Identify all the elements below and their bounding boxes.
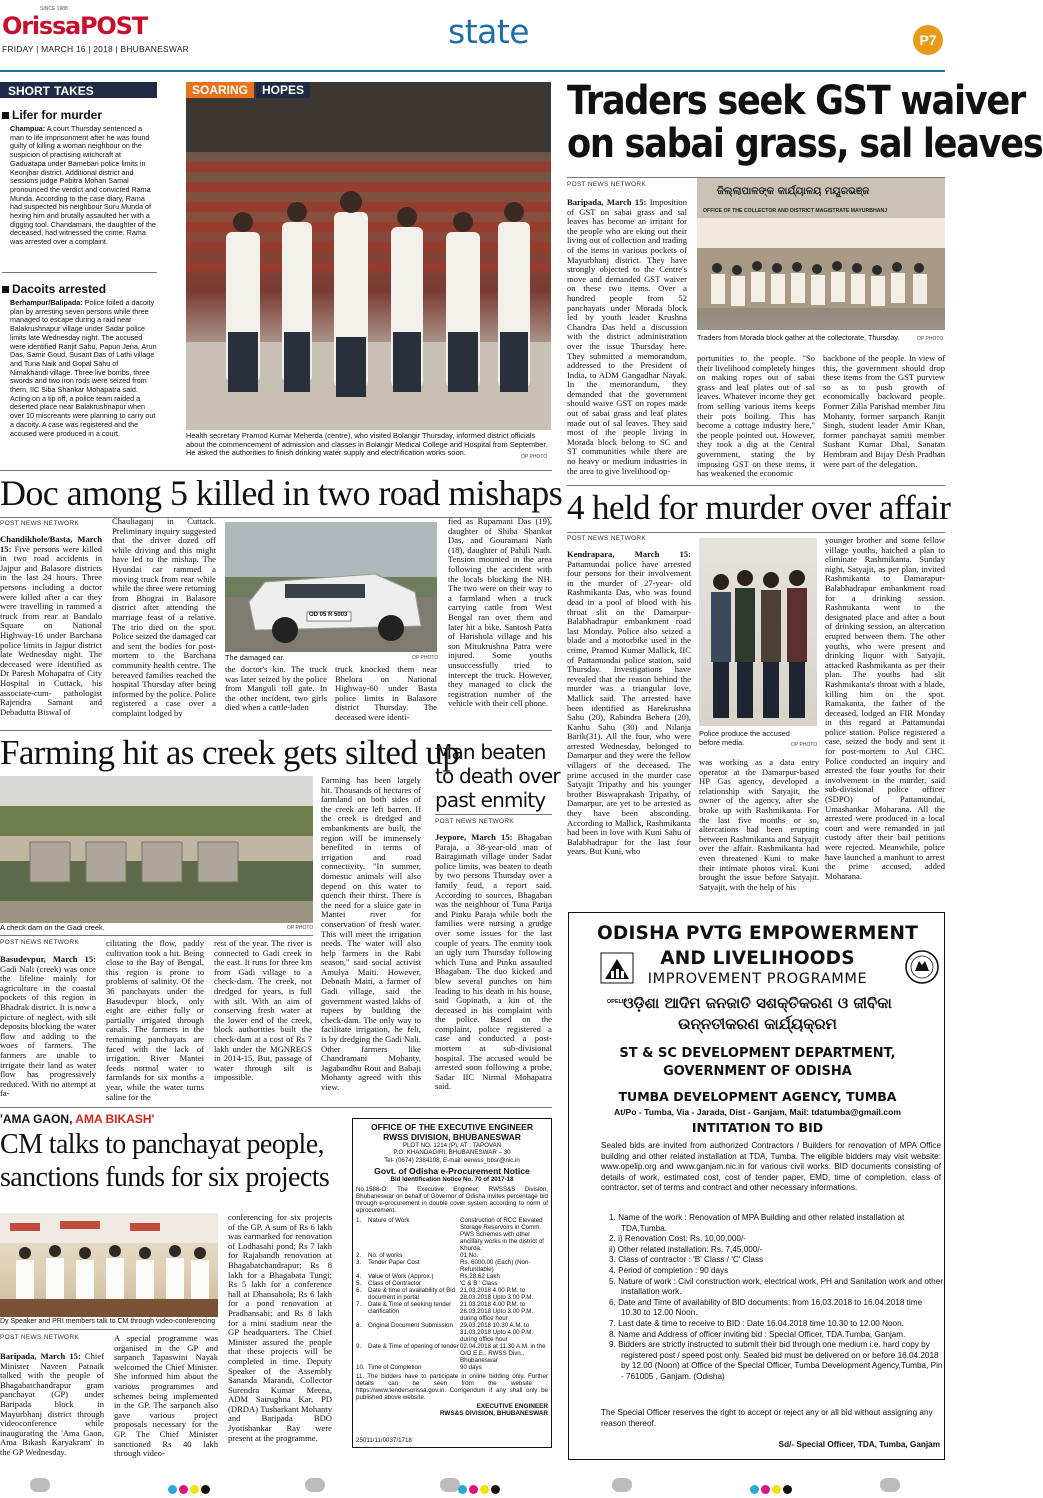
- color-bar: [750, 1479, 794, 1498]
- photo-caption: The damaged car.: [225, 653, 285, 662]
- photo-scene: [186, 82, 551, 430]
- cm-story: [0, 1110, 340, 1460]
- tda-item: 4. Period of completion : 90 days: [609, 1265, 729, 1275]
- beaten-headline[interactable]: Man beaten to death over past enmity: [435, 740, 560, 812]
- tender-cell: 29.03.2018 10.30 A.M. to 31.03.2018 Upto 4.00 P.M. during office hour: [460, 1321, 534, 1343]
- photo-accused[interactable]: [699, 538, 817, 726]
- byline: POST NEWS NETWORK: [0, 520, 80, 527]
- photo-scene: [699, 538, 817, 726]
- registration-mark-icon: [305, 1478, 325, 1492]
- cm-col-1: Baripada, March 15: Chief Minister Naveen Patnaik talked with the people of Bhagabatchandrapur gram panchayat (GP) under Baripada block in Mayurbhanj district through videoconference while inaugurating the 'Ama Gaon, Ama Bikash Karyakram' in the GP Wednesday.: [0, 1351, 104, 1457]
- tda-odia-title: ଓଡ଼ିଶା ଆଦିମ ଜନଜାତି ସଶକ୍ତିକରଣ ଓ ଜୀବିକା ଉନ୍ନତୀକରଣ କାର୍ଯ୍ୟକ୍ରମ: [623, 994, 892, 1033]
- tender-cell: No. of works: [368, 1251, 403, 1259]
- registration-mark-icon: [440, 1478, 460, 1492]
- sign-english: OFFICE OF THE COLLECTOR AND DISTRICT MAGISTRATE MAYURBHANJ: [703, 208, 888, 214]
- tender-cell: Time of Completion: [368, 1363, 422, 1371]
- beaten-story: [435, 740, 560, 1110]
- tda-item: 2. i) Renovation Cost: Rs. 10,00,000/-: [609, 1234, 746, 1244]
- gst-col-1: Baripada, March 15: Imposition of GST on sabai grass and sal leaves has become an irritant for the people who are eking out their living out of collection and trading of the items in various pockets of Mayurbhanj district. They have strongly objected to the Centre's move and demanded GST waiver on these two items. Over a hundred people from 52 panchayats under Morada block led by youth leader Krushna Chandra Das held a discussion with the district administration over the issue Thursday here. They submitted a memorandum, addressed to the President of India, to ADM Gangadhar Nayak. In the memorandum, they demanded that the government should waive GST on ropes made out of sabai grass and leaf plates made out of sal leaves. They said most of the people living in Morada block belong to SC and ST communities while there are no heavy or medium industries in the area to give livelihood op-: [567, 197, 687, 476]
- tender-cell: 21.03.2018 4.00 P.M. to 28.03.2018 Upto 3.00 P.M.: [460, 1286, 534, 1301]
- tda-item: 8. Name and Address of officer inviting bid : Special Officer, TDA.Tumba, Ganjam.: [609, 1329, 906, 1339]
- tender-row: [356, 1217, 548, 1252]
- tender-cell: 1.: [356, 1216, 362, 1224]
- number-plate: OD 05 R 5003: [309, 612, 348, 618]
- tender-notice-title: Govt. of Odisha e-Procurement Notice: [374, 1166, 530, 1177]
- tender-row: [356, 1301, 548, 1322]
- photo-credit: OP PHOTO: [521, 454, 548, 460]
- tender-cell: Rs.28.62 Lakh: [460, 1272, 500, 1280]
- section-name[interactable]: state: [448, 12, 530, 51]
- divider: [435, 814, 552, 815]
- short-takes-label-a: SHORT: [8, 84, 50, 98]
- sign-odia: ଜିଲ୍ଲାପାଳଙ୍କ କାର୍ଯ୍ୟାଳୟ ମୟୂରଭଞ୍ଜ: [717, 186, 870, 197]
- farming-headline[interactable]: Farming hit as creek gets silted up: [0, 733, 460, 772]
- short-takes-label-b: TAKES: [54, 84, 94, 98]
- page-number: P7: [913, 25, 943, 55]
- registration-mark-icon: [30, 1478, 50, 1492]
- tender-office: OFFICE OF THE EXECUTIVE ENGINEER: [371, 1122, 533, 1132]
- divider: [0, 1329, 218, 1330]
- tender-row: [356, 1280, 548, 1287]
- tender-table: [356, 1217, 548, 1371]
- tda-item: 6. Date and Time of availability of BID documents: from 16.03.2018 to 16.04.2018 time 10.30 to 12.00 Noon.: [609, 1297, 923, 1318]
- short-takes: [0, 82, 157, 462]
- short-take-lead: Champua:: [10, 124, 46, 133]
- short-take-head[interactable]: Dacoits arrested: [12, 282, 107, 296]
- tender-row: [356, 1287, 548, 1301]
- tda-item: 3. Class of contractor : 'B' Class / 'C' Class: [609, 1255, 764, 1265]
- tender-po: P.O: KHANDAGIRI, BHUBANESWAR – 30: [393, 1149, 511, 1157]
- byline: POST NEWS NETWORK: [567, 535, 647, 542]
- murder-col-2: was working as a data entry operator at the Damarpur-based HP Gas agency, developed a relationship with Satyajit, the owner of the agency, after she broke up with Rashmikanta. For the last five months or so, altercations had been erupting between Rashmikanta and Satyajit over the affair. Rashmikanta had even threatened Kuni to make their intimate photos viral. Kuni brought the issue before Satyajit. Satyajit, with the help of his: [699, 757, 819, 892]
- tender-cell: 01 No.: [460, 1251, 479, 1259]
- registration-mark-icon: [612, 1478, 632, 1492]
- murder-headline[interactable]: 4 held for murder over affair: [567, 488, 951, 527]
- photo-hospital-visit[interactable]: [186, 82, 551, 430]
- doc-col-5: fied as Rupamani Das (19), daughter of Shiba Shankar Das, and Gouramani Nath (18), daughter of Pahili Nath. Tension mounted in the area following the accident with the locals blocking the NH. The two were on their way to a farmland when a truck carrying cattle from West Bengal ran over them and later hit a bike. Santosh Patra of Harishola village and his son Mitukrushna Patra were injured. Some youths unsuccessfully tried to intercept the truck. However, they managed to click the registration number of the vehicle with their cell phone.: [448, 516, 552, 709]
- tender-note: 11. The bidders have to participate in online bidding only. Further details can be seen from the website : https://www.tendersorissa.gov.in. Corrigendum if any shall only be published above website.: [356, 1372, 548, 1401]
- divider: [2, 272, 157, 273]
- tda-agency: TUMBA DEVELOPMENT AGENCY, TUMBA: [618, 1089, 897, 1104]
- tda-item: 1. Name of the work : Renovation of MPA Building and other related installation at TDA,Tumba.: [609, 1213, 905, 1233]
- tender-cell: 5.: [356, 1279, 362, 1287]
- tender-cell: Class of Contractor: [368, 1279, 421, 1287]
- farming-story: [0, 733, 460, 1103]
- tender-division: RWSS DIVISION, BHUBANESWAR: [383, 1132, 521, 1142]
- photo-caption: Dy Speaker and PRI members talk to CM through video-conferencing: [0, 1318, 216, 1325]
- photo-collectorate[interactable]: [697, 178, 945, 330]
- brand-small: SINCE 1988: [40, 6, 68, 12]
- tender-row: [356, 1364, 548, 1371]
- tender-cell: 4.: [356, 1272, 362, 1280]
- short-take-head[interactable]: Lifer for murder: [12, 108, 103, 122]
- tda-ad: [568, 912, 945, 1460]
- tender-cell: 10.: [356, 1363, 365, 1371]
- tender-cell: Date & Time of seeking tender clarification: [368, 1300, 452, 1315]
- tda-invite: INTITATION TO BID: [691, 1120, 824, 1135]
- tender-contact: Tel- (0674) 2384108, E-mail: eerwss_bbsr@nic.in: [384, 1156, 520, 1164]
- photo-caption: A check dam on the Gadi creek.: [0, 923, 105, 932]
- brand-logo[interactable]: OrissaPOST: [2, 12, 147, 40]
- photo-tag-soaring: SOARING: [186, 82, 254, 98]
- photo-credit: OP PHOTO: [917, 336, 944, 342]
- photo-credit: OP PHOTO: [287, 925, 314, 931]
- byline: POST NEWS NETWORK: [0, 1334, 80, 1341]
- murder-col-3: younger brother and some fellow village youths, hatched a plan to eliminate Rashmikanta. Sunday night, Satyajit, as per plan, invited Rashmikanta to Damarapur-Balabhadrapur embankment road for a drinking session. Rashmikanta went to the designated place and after a bout of drinking session, an altercation erupted between them. The other youths, who were present and drinking liquor with Satyajit, attacked Rashmikanta as per their plan. The youths had slit Rashmikanta's throat with a blade, killing him on the spot. Ramakanta, the father of the deceased, lodged an FIR Monday in this regard at Pattamundai police station. Police registered a case, seized the body and sent it for post-mortem to Aul CHC. Police conducted an inquiry and arrested the four youths for their involvement in the murder, said sub-divisional police officer (SDPO) of Pattamundai, Umashankar Moharana. All the arrested were produced in a local court and were remanded in jail custody after their bail petitions were rejected. Meanwhile, police have launched a manhunt to arrest the prime accused, added Moharana.: [825, 535, 945, 881]
- photo-caption: Health secretary Pramod Kumar Meherda (centre), who visited Bolangir Thursday, informed district officials about the commencement of admission and classes in Bolangir Medical College and Hospital from September. He asked the authorities to finish drinking water supply and electrification works soon.: [186, 431, 548, 458]
- photo-credit: OP PHOTO: [791, 742, 818, 748]
- photo-credit: OP PHOTO: [412, 655, 439, 661]
- tender-ad: [352, 1118, 552, 1448]
- doc-col-4: truck knocked them near Bhelora on National Highway-60 under Basta police limits in Balasore district Thursday. The deceased were identi-: [335, 664, 437, 722]
- cm-headline[interactable]: CM talks to panchayat people, sanctions funds for six projects: [0, 1129, 330, 1193]
- color-bar: [168, 1479, 212, 1498]
- registration-mark-icon: [880, 1478, 900, 1492]
- bullet-square-icon: [2, 112, 9, 119]
- short-take-item: [2, 108, 157, 247]
- tda-title: ODISHA PVTG EMPOWERMENT AND LIVELIHOODS: [596, 923, 919, 969]
- opelip-text: OPELIP: [606, 999, 628, 1005]
- divider: [567, 485, 945, 486]
- tender-row: [356, 1322, 548, 1343]
- tender-cell: Rs. 6000.00 (Each) (Non-Refundable): [460, 1258, 531, 1273]
- tender-intro: No.1588-O: The Executive Engineer, RWSS&S Division, Bhubaneswar on behalf of Governor of Odisha invites percentage bid through e-procurement in double cover system according to norm of eprocurement.: [356, 1185, 548, 1214]
- tda-dept: ST & SC DEVELOPMENT DEPARTMENT, GOVERNMENT OF ODISHA: [619, 1046, 896, 1079]
- tender-row: [356, 1273, 548, 1280]
- tender-sign-1: EXECUTIVE ENGINEER: [476, 1402, 548, 1410]
- soaring-hopes: [186, 82, 551, 462]
- tender-cell: Construction of RCC Elevated Storage Reservoirs in Comm. PWS Schemes with other ancillary works in the district of Khurda.: [460, 1216, 544, 1252]
- doc-story: [0, 472, 563, 727]
- tender-cell: 3.: [356, 1258, 362, 1266]
- tender-cell: Original Document Submission: [368, 1321, 453, 1329]
- tda-programme: IMPROVEMENT PROGRAMME: [647, 971, 868, 987]
- tda-sign: Sd/- Special Officer, TDA, Tumba, Ganjam: [778, 1440, 940, 1449]
- tender-cell: Tender Paper Cost: [368, 1258, 420, 1266]
- divider: [567, 532, 945, 533]
- tender-cell: 21.03.2018 4.00 P.M. to 26.03.2018 Upto 3.00 P.M. during office hour: [460, 1300, 534, 1322]
- cm-col-3: conferencing for six projects of the GP. A sum of Rs 6 lakh was earmarked for renovation of Lodhasahi pond; Rs 7 lakh for Rajabandh renovation at Bhagabatchandrapur; Rs 8 lakh for a Bhagabata Tungi; Rs 5 lakh for a conference hall at Dhansahola; Rs 6 lakh for a pond renovation at Pradhansahi; and Rs 8 lakh for a mini stadium near the GP headquarters. The Chief Minister assured the people that these projects will be completed in time. Deputy Speaker of the Assembly Sananda Marandi, Collector Surendra Kumar Meena, ADM Satrughna Kar, PD (DRDA) Tusharkant Mohanty and Baripada BDO Jyotishankar Ray were present at the programme.: [228, 1212, 332, 1443]
- short-take-text: Police foiled a dacoity plan by arresting seven persons while three managed to escape during a raid near Balakrushnapur village under Sadar police limits late Wednesday night. The accused were identified Ranjit Sahu, Papun Jena, Arun Das, Samir Goud, Susant Das of Lathi village and Tuna Naik and Gopal Sahu of Nimakhandi village. Three live bombs, three swords and two iron rods were seized from them, IIC Siba Shankar Mohapatra said. Acting on a tip off, a police team raided a deserted place near Balakrushnapur when over 10 miscreants were planning to carry out a dacoity. A case was registered and the accused were produced in a court.: [10, 298, 157, 438]
- farming-col-2: cilitating the flow, paddy cultivation took a hit. Being close to the Bay of Bengal, this region is prone to problems of salinity. Of the 36 panchayats under the Basudevpur block, only eight are either fully or partially irrigated through canals. The farmers in the remaining panchayats are faced with the lack of irrigation. River Mantei feeds normal water to farmlands for six months a year, while the water turns saline for the: [106, 938, 204, 1102]
- tda-items: [609, 1213, 943, 1383]
- short-take-lead: Berhampur/Balipada:: [10, 298, 83, 307]
- tender-cell: 6.: [356, 1286, 362, 1294]
- short-take-item: [2, 282, 157, 438]
- tender-plot: PLOT NO. 1214 (P), AT : TAPOVAN: [402, 1142, 502, 1149]
- cm-kicker: 'AMA GAON, AMA BIKASH': [0, 1112, 155, 1126]
- photo-scene: [697, 178, 945, 330]
- color-bar: [458, 1479, 502, 1498]
- doc-col-3: the doctor's kin. The truck was later seized by the police from Manguli toll gate. In the other incident, two girls died when a cattle-laden: [225, 664, 327, 713]
- farming-col-3: rest of the year. The river is connected to Gadi creek in the east. It runs for three km from Gadi village to a check-dam. The creek, not dredged for years, is full with silt. With an aim of conserving fresh water at the lower end of the creek, block authorities built the check-dam at a cost of Rs 7 lakh under the MGNREGS in 2014-15. But, passage of water through silt is impossible.: [214, 938, 312, 1083]
- tda-item: 9. Bidders are strictly instructed to submit their bid through one medium i.e. hard copy by registered post / speed post only. Sealed bid must be delivered on or before 16.04.2018 by 12.00 (Noon) at Office of the Special Officer, Tumba Development Agency,Tumba, Pin - 761005 , Ganjam. (Odisha): [609, 1340, 943, 1381]
- tender-ref: 25011/11/0037/1718: [356, 1437, 412, 1444]
- doc-col-1: Chandikhole/Basta, March 15: Five persons were killed in two road accidents in Jajpur and Balasore districts in the last 24 hours. Three persons including a doctor were killed after a car they were travelling in rammed a truck from rear at Bandalo Square on National Highway-16 under Barchana police limits in Jajpur district late Wednesday night. The deceased were identified as Dr Paresh Mohapatra of City Hospital in Cuttack, his associate-cum- pathologist Rajendra Samant and Debadutta Biswal of: [0, 534, 102, 717]
- tender-bid-id: Bid Identification Notice No. 70 of 2017-18: [390, 1176, 514, 1184]
- tender-cell: 02.04.2018 at 11.30 A.M. in the O/O E.E., RWSS Divn., Bhubaneswar: [460, 1342, 546, 1364]
- gst-story: [567, 78, 1043, 480]
- divider: [0, 470, 552, 471]
- byline: POST NEWS NETWORK: [567, 181, 647, 188]
- photo-video-conference[interactable]: [0, 1213, 218, 1317]
- beaten-text: Jeypore, March 15: Bhagaban Paraja, a 38-year-old man of Bairagimath village under Sadar police limits, was beaten to death by two persons Thursday over a family feud, a report said. According to sources, Bhagaban was the neighbour of Tuna Parija and Pinku Paraja while both the families were nursing a grudge over some issues for the last couple of years. The enmity took an ugly turn Thursday following which Tuna and Pinku assaulted Bhagaban. The duo kicked and blew several punches on him leading to his death in his house, said Gopinath, a kin of the deceased in his complaint with the police. Based on the complaint, police registered a case and conducted a post-mortem at sub-divisional hospital. The accused would be arrested soon following a probe, Sadar IIC Nirmal Mohapatra said.: [435, 832, 552, 1092]
- photo-caption: Traders from Morada block gather at the collectorate, Thursday.: [697, 333, 900, 342]
- tender-cell: Nature of Work: [368, 1216, 410, 1224]
- tda-item: 7. Last date & time to receive to BID : Date 16.04.2018 time 10.30 to 12.00 Noon.: [609, 1318, 904, 1328]
- gst-col-2: portunities to the people. "So their livelihood completely hinges on making ropes out of sabai grass and leaf plates out of sal leaves. Whatever income they get from selling various items keeps their pots boiling. This has become a cottage industry here," the people pointed out. However, they took a dig at the Central government, stating the by imposing GST on these items, it has weakened the economic: [697, 353, 815, 479]
- photo-damaged-car[interactable]: [225, 522, 437, 652]
- tda-address: At/Po - Tumba, Via - Jarada, Dist - Ganjam, Mail: tdatumba@gmail.com: [614, 1107, 901, 1117]
- tender-cell: 90 days: [460, 1363, 482, 1371]
- tda-item: ii) Other related installation: Rs. 7,45,000/-: [609, 1244, 763, 1254]
- tender-cell: Date & Time of opening of tender: [368, 1342, 459, 1350]
- bullet-square-icon: [2, 286, 9, 293]
- tender-cell: Date & time of availability of Bid document in portal: [368, 1286, 456, 1301]
- photo-scene: [0, 776, 313, 923]
- tender-cell: 'C & B ' Class: [460, 1279, 498, 1287]
- masthead: [0, 0, 945, 74]
- tender-sign-2: RWS&S DIVISION, BHUBANESWAR: [439, 1410, 548, 1418]
- tender-row: [356, 1343, 548, 1364]
- byline: POST NEWS NETWORK: [435, 818, 515, 825]
- tender-cell: 8.: [356, 1321, 362, 1329]
- short-take-text: A court Thursday sentenced a man to life imprisonment after he was found guilty of killing a woman neighbour on the suspicion of practising witchcraft at Gaduatapa under Bamebari police limits in Keonjhar district. Additional district and sessions judge Pabitra Mohan Samal pronounced the verdict and convicted Rama Munda. According to the case diary, Rama had suspected his neighbour Suru Munda of hexing him and brutally assaulted her with a digging tool. Chandamani, the daughter of the deceased, had witnessed the crime. Rama was arrested over a complaint.: [10, 124, 156, 247]
- farming-col-4: Farming has been largely hit. Thousands of hectares of farmland on both sides of the creek are left barren. If the creek is dredged and embankments are built, the region will be immensely benefited in terms of irrigation and road connectivity. "In summer, domestic animals will also depend on this water to quench their thirst. There is the need for a sluice gate in Mantei river for conservation of fresh water. This will meet the irrigation needs. The water will also help farmers in the Rabi season," said social activist Amulya Maiti. However, Debnath Maiti, a farmer of Gadi village, said the government wasted lakhs of rupees by building the check-dam. The only way to facilitate irrigation, he felt, is by dredging the Gadi Nali. Other farmers like Chandramani Mohanty, Jagabandhu Rout and Babaji Mohanty agreed with this view.: [321, 775, 421, 1092]
- murder-col-1: Kendrapara, March 15: Pattamundai police have arrested four persons for their involvement in the murder of 27-year- old Rashmikanta Das, who was found dead in a pool of blood with his throat slit on the Damarpur-Balabhadrapur embankment road last Monday. Police also seized a blade and a motorbike used in the crime, Pramod Kumar Mallick, IIC of Pattamundai police station, said Thursday. Investigations have revealed that the reason behind the murder was a triangular love, Mallick said. The arrested have been identified as Harekrushna Sahu (20), Rabindra Behera (20), Kanhu Sahu (30) and Nilanja Barik(31). All the four, who were arrested Wednesday, belonged to Damarpur and they were the fellow villagers of the deceased. The prime accused in the murder case Satyajit Tripathy and his younger brother Biswaprakash Tripathy, of Damarpur, are yet to be arrested as they have been absconding. According to Mallick, Rashmikanta had been in love with Kuni Sahu of Balabhadrapur for the last four years. But Kuni, who: [567, 549, 691, 857]
- photo-check-dam[interactable]: [0, 776, 313, 923]
- tda-intro: Sealed bids are invited from authorized Contractors / Builders for renovation of MPA Office building and other related installation at TDA, Tumba. The eligible bidders may visit website: www.opelip.org and www.ganjam.nic.in for various civil works. BID documents consisting of details of work, estimated cost, cost of tender paper, EMD, time of completion, class of contractor, set of terms and contract and other necessary informations.: [601, 1141, 941, 1193]
- murder-story: [567, 488, 951, 908]
- farming-col-1: Basudevpur, March 15: Gadi Nali (creek) was once the lifeline mainly for agriculture in the coastal pockets of this region in Bhadrak district. It is now a picture of neglect, with silt deposits blocking the water flow and adding to the woes of farmers. The farmers are unable to irrigate their land as water flow has progressively reduced. With no attempt at fa-: [0, 954, 96, 1099]
- tender-cell: 2.: [356, 1251, 362, 1259]
- byline: POST NEWS NETWORK: [0, 939, 80, 946]
- footer-print-marks: [0, 1475, 945, 1497]
- doc-headline[interactable]: Doc among 5 killed in two road mishaps: [0, 473, 563, 513]
- doc-col-2: Chauliaganj in Cuttack. Preliminary inquiry suggested that the driver dozed off while driving and this might have led to the mishap. The Hyundai car rammed a moving truck from rear while while the three were returning from Bhograi in Balasore district after attending the marriage feast of a relative. The trio died on the spot. Police seized the damaged car and sent the bodies for post-mortem to the Barchana community health centre. The bereaved families reached the hospital Thursday after being informed by the police. Police registered a case over a complaint lodged by: [112, 516, 216, 718]
- photo-scene: [225, 522, 437, 652]
- divider: [0, 730, 552, 731]
- masthead-rule: [0, 70, 945, 72]
- tda-closing: The Special Officer reserves the right to accept or reject any or all bid without assigning any reason thereof.: [601, 1408, 933, 1428]
- dateline: FRIDAY | MARCH 16 | 2018 | BHUBANESWAR: [2, 44, 189, 54]
- tender-row: [356, 1259, 548, 1273]
- gst-col-3: backbone of the people. In view of this, the government should drop these items from the GST purview so as to push growth of economically backward people. Former Zilla Parishad member Jitu Mohanty, former sarpanch Ranjit Singh, student leader Amir Khan, former panchayat samiti member Sushant Kumar Dhal, Sanatan Hembram and Bijay Desh Pradhan were part of the delegation.: [823, 353, 945, 469]
- divider: [0, 1107, 552, 1108]
- gst-headline[interactable]: Traders seek GST waiver on sabai grass, sal leaves: [567, 78, 1043, 167]
- tender-cell: Value of Work (Approx.): [368, 1272, 434, 1280]
- tender-cell: 9.: [356, 1342, 362, 1350]
- divider: [0, 935, 313, 936]
- photo-scene: [0, 1213, 218, 1317]
- photo-caption: Police produce the accused before media.: [699, 729, 790, 747]
- cm-col-2: A special programme was organised in the GP and sarpanch Tapaswini Nayak welcomed the Chief Minister. She informed him about the various programmes and schemes being implemented in the GP. The sarpanch also gave various project proposals necessary for the GP. The Chief Minister sanctioned Rs 40 lakh through video-: [114, 1333, 218, 1459]
- tda-item: 5. Nature of work : Civil construction work, electrical work, PH and Sanitation work and other installation work.: [609, 1276, 944, 1297]
- tender-row: [356, 1252, 548, 1259]
- photo-tag-hopes: HOPES: [256, 82, 310, 98]
- tender-cell: 7.: [356, 1300, 362, 1308]
